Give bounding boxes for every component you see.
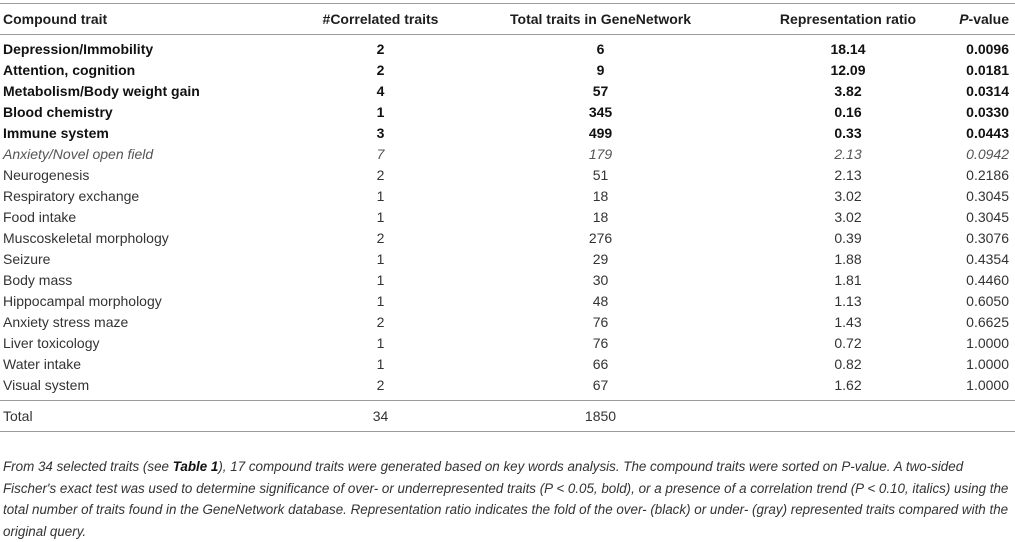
header-compound-trait: Compound trait	[0, 4, 283, 35]
cell-correlated: 2	[376, 167, 385, 183]
cell-p-value: 0.4354	[966, 251, 1009, 267]
cell-ratio: 1.13	[834, 293, 862, 309]
table-row	[0, 270, 1015, 291]
cell-correlated: 1	[376, 251, 385, 267]
header-total-traits: Total traits in GeneNetwork	[478, 4, 723, 35]
cell-trait: Seizure	[3, 251, 51, 267]
cell-total: 9	[596, 62, 605, 78]
cell-correlated: 1	[376, 188, 385, 204]
table-row	[0, 333, 1015, 354]
cell-correlated: 1	[376, 356, 385, 372]
cell-trait: Immune system	[3, 125, 109, 141]
total-p-empty	[948, 401, 1015, 432]
cell-correlated: 3	[376, 125, 385, 141]
cell-p-value: 0.0181	[966, 62, 1009, 78]
cell-trait: Anxiety/Novel open field	[3, 146, 154, 162]
table-row	[0, 102, 1015, 123]
table-total-row	[0, 401, 1015, 432]
cell-p-value: 0.3076	[966, 230, 1009, 246]
cell-correlated: 7	[376, 146, 385, 162]
cell-total: 345	[588, 104, 613, 120]
cell-p-value: 0.3045	[966, 209, 1009, 225]
table-row	[0, 207, 1015, 228]
cell-correlated: 2	[376, 230, 385, 246]
header-p-letter: P	[959, 11, 969, 27]
table-header-row	[0, 4, 1015, 35]
cell-total: 76	[592, 335, 609, 351]
cell-total: 29	[592, 251, 609, 267]
cell-total: 51	[592, 167, 609, 183]
cell-trait: Water intake	[3, 356, 82, 372]
cell-ratio: 12.09	[830, 62, 866, 78]
cell-p-value: 0.6625	[966, 314, 1009, 330]
cell-trait: Anxiety stress maze	[3, 314, 129, 330]
cell-ratio: 2.13	[834, 146, 862, 162]
caption-text-start: From 34 selected traits (see	[3, 459, 173, 474]
table-row	[0, 81, 1015, 102]
caption-text-rest: ), 17 compound traits were generated based on key words analysis. The compound traits were sorted on P-value. A two-sided Fischer's exact test was used to determine significance of over- or underrepresented traits (P < 0.05, bold), or a presence of a correlation trend (P < 0.10, italics) using the total number of traits found in the GeneNetwork database. Representation ratio indicates the fold of the over- (black) or under- (gray) represented traits compared with the original query.	[3, 459, 1009, 539]
cell-ratio: 18.14	[830, 41, 866, 57]
cell-ratio: 1.62	[834, 377, 862, 393]
cell-trait: Neurogenesis	[3, 167, 90, 183]
total-label: Total	[0, 401, 283, 432]
cell-total: 179	[588, 146, 613, 162]
table-row	[0, 144, 1015, 165]
table-row	[0, 354, 1015, 375]
cell-trait: Blood chemistry	[3, 104, 113, 120]
table-row	[0, 249, 1015, 270]
header-correlated-traits: #Correlated traits	[283, 4, 478, 35]
header-p-suffix: -value	[968, 11, 1009, 27]
total-traits: 1850	[478, 401, 723, 432]
header-p-value	[948, 4, 1015, 35]
table-row	[0, 312, 1015, 333]
cell-correlated: 2	[376, 41, 385, 57]
cell-correlated: 2	[376, 62, 385, 78]
cell-p-value: 0.6050	[966, 293, 1009, 309]
cell-total: 76	[592, 314, 609, 330]
cell-trait: Attention, cognition	[3, 62, 136, 78]
cell-total: 18	[592, 209, 609, 225]
cell-correlated: 2	[376, 314, 385, 330]
cell-ratio: 0.16	[834, 104, 862, 120]
cell-ratio: 0.72	[834, 335, 862, 351]
cell-trait: Muscoskeletal morphology	[3, 230, 169, 246]
cell-trait: Food intake	[3, 209, 77, 225]
cell-p-value: 0.3045	[966, 188, 1009, 204]
cell-total: 67	[592, 377, 609, 393]
cell-p-value: 0.4460	[966, 272, 1009, 288]
cell-trait: Metabolism/Body weight gain	[3, 83, 200, 99]
cell-trait: Body mass	[3, 272, 73, 288]
cell-p-value: 1.0000	[966, 377, 1009, 393]
cell-ratio: 0.82	[834, 356, 862, 372]
table-row	[0, 228, 1015, 249]
table-row	[0, 35, 1015, 61]
cell-total: 18	[592, 188, 609, 204]
table-row	[0, 60, 1015, 81]
cell-ratio: 1.88	[834, 251, 862, 267]
compound-trait-table	[0, 3, 1015, 432]
header-representation-ratio: Representation ratio	[723, 4, 948, 35]
cell-ratio: 0.33	[834, 125, 862, 141]
table-caption	[3, 456, 1011, 542]
cell-total: 57	[592, 83, 609, 99]
table-row	[0, 165, 1015, 186]
cell-p-value: 0.0314	[966, 83, 1009, 99]
caption-table-ref: Table 1	[172, 459, 219, 474]
cell-correlated: 1	[376, 293, 385, 309]
cell-ratio: 2.13	[834, 167, 862, 183]
cell-correlated: 1	[376, 104, 385, 120]
cell-trait: Liver toxicology	[3, 335, 100, 351]
cell-ratio: 0.39	[834, 230, 862, 246]
cell-trait: Depression/Immobility	[3, 41, 154, 57]
cell-ratio: 3.02	[834, 188, 862, 204]
cell-p-value: 1.0000	[966, 356, 1009, 372]
cell-p-value: 0.2186	[966, 167, 1009, 183]
cell-correlated: 1	[376, 272, 385, 288]
table-row	[0, 291, 1015, 312]
cell-p-value: 0.0096	[966, 41, 1009, 57]
cell-ratio: 1.43	[834, 314, 862, 330]
cell-p-value: 0.0443	[966, 125, 1009, 141]
cell-total: 66	[592, 356, 609, 372]
cell-trait: Respiratory exchange	[3, 188, 140, 204]
cell-total: 276	[588, 230, 613, 246]
cell-total: 6	[596, 41, 605, 57]
cell-ratio: 1.81	[834, 272, 862, 288]
total-correlated: 34	[283, 401, 478, 432]
cell-p-value: 0.0330	[966, 104, 1009, 120]
table-row	[0, 186, 1015, 207]
cell-correlated: 1	[376, 209, 385, 225]
table-row	[0, 123, 1015, 144]
cell-correlated: 4	[376, 83, 385, 99]
cell-correlated: 2	[376, 377, 385, 393]
cell-correlated: 1	[376, 335, 385, 351]
total-ratio-empty	[723, 401, 948, 432]
cell-p-value: 0.0942	[966, 146, 1009, 162]
cell-total: 30	[592, 272, 609, 288]
cell-ratio: 3.82	[834, 83, 862, 99]
cell-ratio: 3.02	[834, 209, 862, 225]
table-body	[0, 35, 1015, 432]
cell-p-value: 1.0000	[966, 335, 1009, 351]
cell-total: 48	[592, 293, 609, 309]
table-row	[0, 375, 1015, 401]
cell-trait: Hippocampal morphology	[3, 293, 162, 309]
cell-total: 499	[588, 125, 613, 141]
cell-trait: Visual system	[3, 377, 90, 393]
